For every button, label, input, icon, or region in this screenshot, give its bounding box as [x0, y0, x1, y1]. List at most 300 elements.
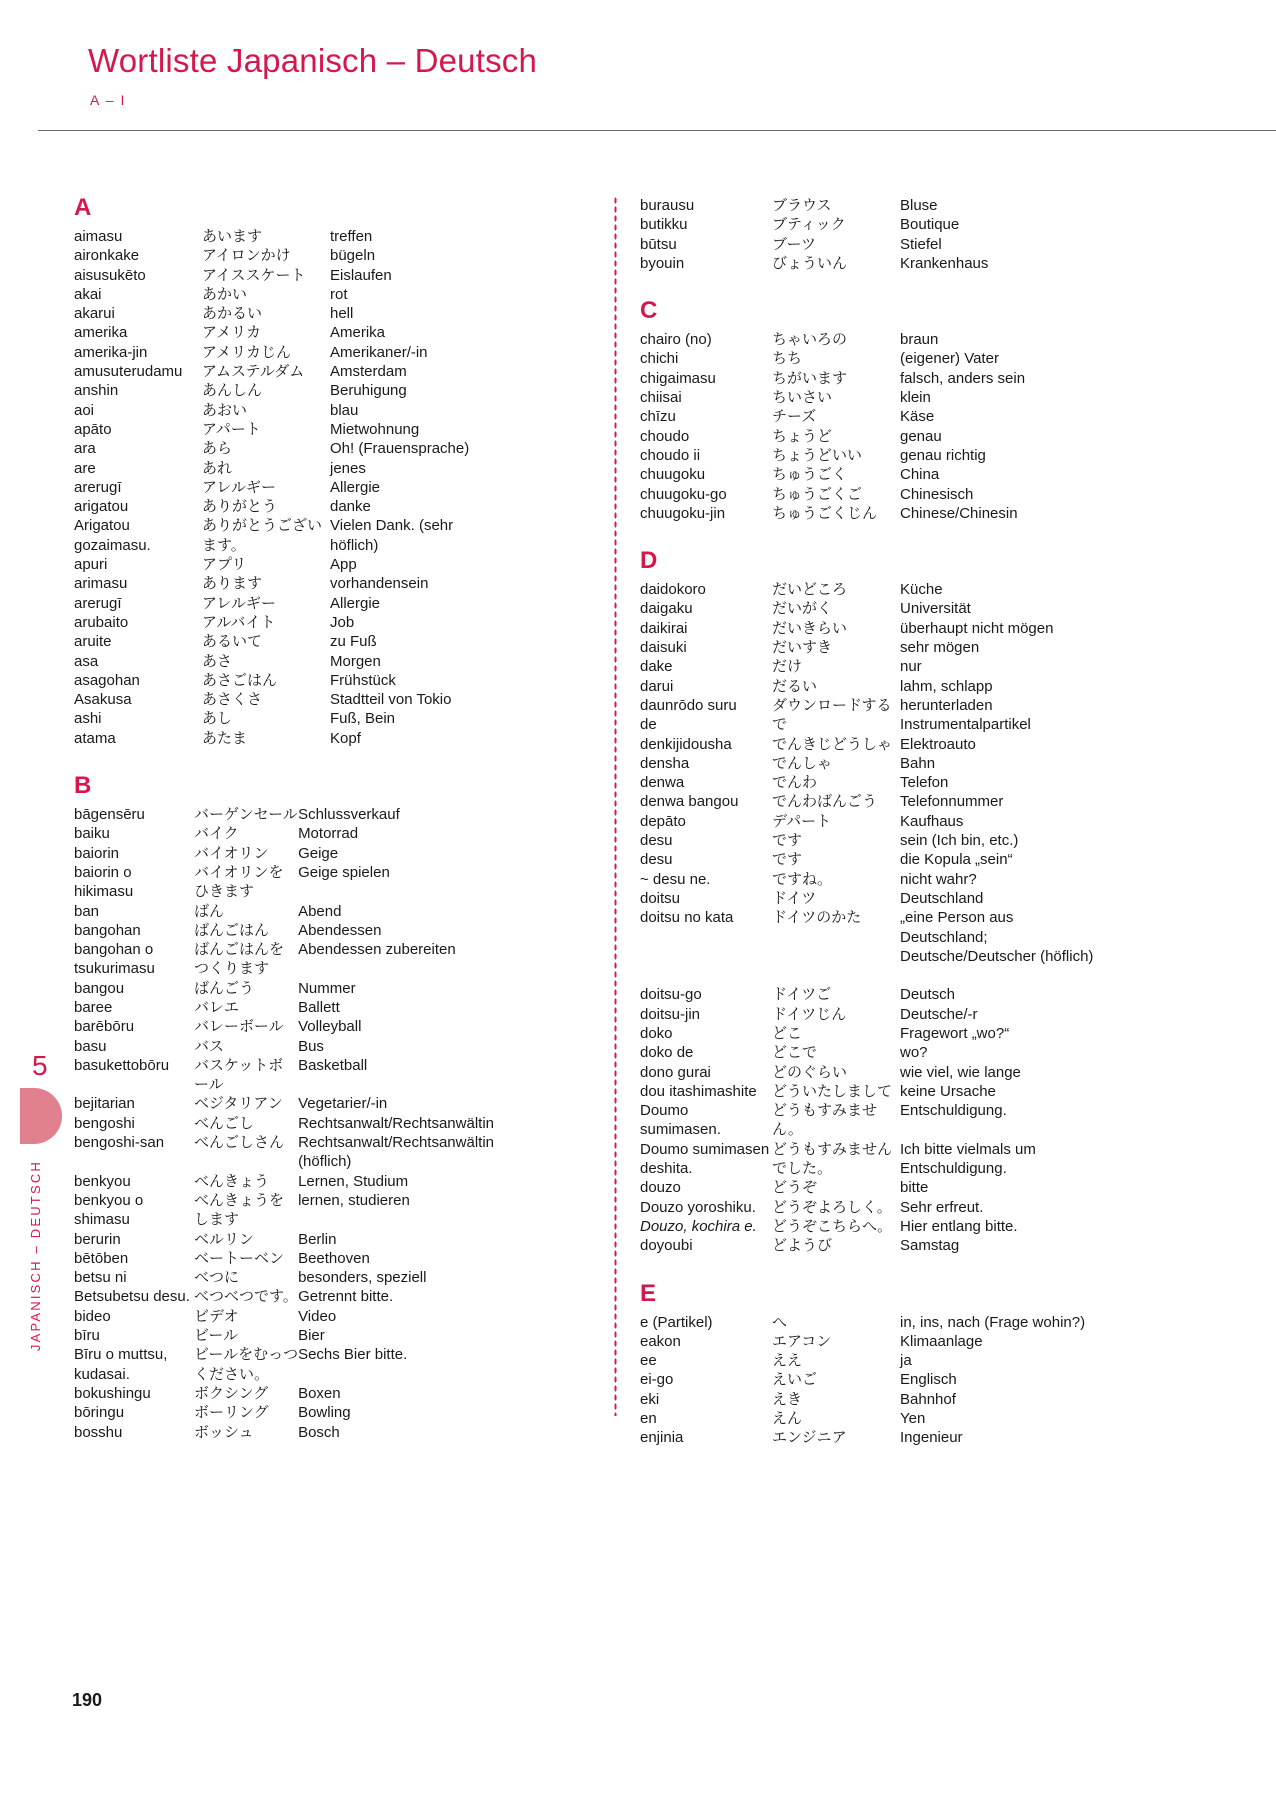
- table-row: [74, 940, 494, 979]
- entry-german: Kopf: [330, 729, 361, 747]
- entry-romaji: dou itashimashite: [640, 1082, 757, 1100]
- entry-romaji: daikirai: [640, 619, 688, 637]
- table-row: [640, 388, 1100, 407]
- table-row: [74, 478, 494, 497]
- entry-kana: ボーリング: [193, 1404, 269, 1422]
- header-divider: [38, 130, 1276, 131]
- entry-kana: どうぞ: [772, 1179, 818, 1197]
- entry-romaji: baiorin o hikimasu: [74, 863, 134, 901]
- entry-kana: どうぞこちらへ。: [772, 1217, 893, 1235]
- entry-romaji: are: [74, 459, 96, 477]
- entry-german: Amsterdam: [330, 363, 407, 381]
- entry-romaji: akarui: [74, 305, 115, 323]
- entry-german: lahm, schlapp: [900, 677, 993, 695]
- table-row: [640, 657, 1100, 676]
- entry-kana: どこで: [772, 1044, 818, 1062]
- entry-german: ja: [900, 1352, 912, 1370]
- entry-german: rot: [330, 285, 348, 303]
- entry-german: sein (Ich bin, etc.): [900, 832, 1019, 850]
- entry-kana: アレルギー: [202, 478, 277, 496]
- entry-german: Bier: [298, 1327, 325, 1345]
- entry-romaji: bāgensēru: [74, 806, 145, 824]
- table-row: [74, 246, 494, 265]
- table-row: [640, 1351, 1100, 1370]
- entry-kana: ドイツのかた: [772, 909, 862, 927]
- entry-german: Amerikaner/-in: [330, 343, 428, 361]
- entry-kana: ばんごはん: [193, 921, 269, 939]
- entry-german: „eine Person aus Deutschland; Deutsche/Deutscher (höflich): [900, 909, 1094, 965]
- table-row: [74, 574, 494, 593]
- entry-romaji: doko de: [640, 1044, 694, 1062]
- table-row: [640, 599, 1100, 618]
- entry-german: keine Ursache: [900, 1082, 996, 1100]
- entry-german: Eislaufen: [330, 266, 392, 284]
- entry-romaji: bokushingu: [74, 1384, 151, 1402]
- table-row: [640, 619, 1100, 638]
- table-row: [640, 1370, 1100, 1389]
- entry-german: Deutschland: [900, 889, 984, 907]
- entry-kana: ビール: [193, 1327, 239, 1345]
- table-row: [74, 805, 494, 824]
- table-row: [74, 516, 494, 555]
- entry-romaji: amerika-jin: [74, 343, 148, 361]
- entry-kana: バレエ: [193, 998, 239, 1016]
- section-letter-e: E: [640, 1279, 657, 1307]
- entry-kana: どうぞよろしく。: [772, 1198, 892, 1216]
- entry-kana: べんきょうをします: [193, 1191, 284, 1229]
- table-row: [74, 613, 494, 632]
- entry-romaji: asagohan: [74, 671, 140, 689]
- entry-german: Samstag: [900, 1237, 960, 1255]
- entry-romaji: eki: [640, 1390, 660, 1408]
- page-header: [0, 0, 1276, 148]
- wordlist-table: [640, 1313, 1100, 1448]
- entry-romaji: chuugoku-jin: [640, 504, 726, 522]
- entry-german: Stiefel: [900, 235, 942, 253]
- entry-german: danke: [330, 498, 371, 516]
- entry-romaji: doitsu: [640, 889, 681, 907]
- entry-romaji: baree: [74, 998, 113, 1016]
- table-row: [74, 863, 494, 902]
- table-row: [74, 381, 494, 400]
- page-subtitle: A – I: [90, 92, 127, 108]
- entry-romaji: aironkake: [74, 247, 140, 265]
- table-row: [640, 1236, 1100, 1255]
- entry-romaji: darui: [640, 677, 674, 695]
- table-row: [640, 850, 1100, 869]
- entry-german: Vielen Dank. (sehr höflich): [330, 517, 454, 554]
- wordlist-table: [74, 805, 494, 1442]
- entry-romaji: bangou: [74, 979, 125, 997]
- table-row: [74, 844, 494, 863]
- entry-romaji: chichi: [640, 350, 679, 368]
- entry-german: bügeln: [330, 247, 376, 265]
- entry-german: genau richtig: [900, 446, 986, 464]
- entry-romaji: barēbōru: [74, 1018, 135, 1036]
- entry-romaji: Asakusa: [74, 691, 132, 709]
- entry-romaji: doyoubi: [640, 1237, 693, 1255]
- entry-kana: で: [772, 716, 788, 734]
- entry-kana: ええ: [772, 1352, 803, 1370]
- entry-german: jenes: [330, 459, 366, 477]
- table-row: [640, 735, 1100, 754]
- table-row: [74, 690, 494, 709]
- entry-kana: だけ: [772, 658, 803, 676]
- entry-kana: アイススケート: [202, 266, 306, 284]
- entry-romaji: ban: [74, 902, 100, 920]
- entry-romaji: arubaito: [74, 613, 129, 631]
- table-row: [640, 985, 1100, 1004]
- entry-kana: どのぐらい: [772, 1063, 848, 1081]
- entry-kana: ちゅうごく: [772, 466, 848, 484]
- entry-german: Deutsche/-r: [900, 1005, 978, 1023]
- table-row: [74, 979, 494, 998]
- entry-kana: どようび: [772, 1237, 833, 1255]
- entry-romaji: en: [640, 1410, 657, 1428]
- table-row: [74, 420, 494, 439]
- entry-romaji: enjinia: [640, 1429, 684, 1447]
- table-row: [640, 638, 1100, 657]
- table-row: [640, 1043, 1100, 1062]
- entry-german: Kaufhaus: [900, 812, 964, 830]
- wordlist-column-left: [74, 196, 494, 1442]
- table-row: [74, 1423, 494, 1442]
- table-row: [74, 921, 494, 940]
- entry-kana: あたま: [202, 729, 248, 747]
- entry-german: Getrennt bitte.: [298, 1288, 394, 1306]
- entry-german: Bowling: [298, 1404, 351, 1422]
- entry-german: Motorrad: [298, 825, 359, 843]
- entry-romaji: choudo: [640, 427, 690, 445]
- table-row: [640, 696, 1100, 715]
- entry-romaji: doitsu-jin: [640, 1005, 701, 1023]
- entry-german: Fuß, Bein: [330, 710, 396, 728]
- entry-kana: あら: [202, 440, 233, 458]
- entry-german: Bahnhof: [900, 1390, 956, 1408]
- table-row: [640, 754, 1100, 773]
- table-row: [74, 343, 494, 362]
- table-row: [640, 715, 1100, 734]
- entry-romaji: benkyou: [74, 1172, 131, 1190]
- table-row: [640, 908, 1100, 966]
- entry-kana: へ: [772, 1313, 788, 1331]
- entry-kana: どういたしまして: [772, 1082, 893, 1100]
- table-row: [640, 407, 1100, 426]
- entry-romaji: choudo ii: [640, 446, 701, 464]
- entry-romaji: basu: [74, 1037, 107, 1055]
- entry-kana: ちいさい: [772, 389, 833, 407]
- table-row: [640, 427, 1100, 446]
- table-row: [640, 1005, 1100, 1024]
- entry-german: nur: [900, 658, 922, 676]
- table-row: [640, 870, 1100, 889]
- section-letter-b: B: [74, 772, 92, 800]
- entry-romaji: desu: [640, 832, 673, 850]
- entry-german: Abendessen zubereiten: [298, 941, 456, 959]
- entry-romaji: berurin: [74, 1230, 121, 1248]
- entry-romaji: depāto: [640, 812, 686, 830]
- page-number: 190: [72, 1690, 103, 1710]
- entry-kana: どうもすみませんでした。: [772, 1140, 893, 1178]
- entry-kana: あんしん: [202, 382, 263, 400]
- table-row: [74, 1133, 494, 1172]
- table-row: [74, 1287, 494, 1306]
- entry-german: Vegetarier/-in: [298, 1095, 388, 1113]
- entry-romaji: douzo: [640, 1179, 681, 1197]
- entry-german: wie viel, wie lange: [900, 1063, 1021, 1081]
- entry-romaji: būtsu: [640, 235, 677, 253]
- table-row: [74, 998, 494, 1017]
- entry-romaji: apāto: [74, 420, 112, 438]
- entry-romaji: butikku: [640, 216, 688, 234]
- entry-german: Basketball: [298, 1056, 368, 1074]
- entry-romaji: ashi: [74, 710, 102, 728]
- entry-kana: えん: [772, 1410, 803, 1428]
- entry-romaji: daigaku: [640, 600, 693, 618]
- entry-kana: アムステルダム: [202, 363, 305, 381]
- table-row: [640, 1313, 1100, 1332]
- entry-romaji: apuri: [74, 556, 108, 574]
- entry-romaji: bengoshi: [74, 1114, 135, 1132]
- table-row: [640, 1140, 1100, 1179]
- entry-german: lernen, studieren: [298, 1191, 410, 1209]
- entry-romaji: densha: [640, 754, 690, 772]
- table-row: [74, 439, 494, 458]
- entry-kana: あれ: [202, 459, 233, 477]
- entry-romaji: bosshu: [74, 1423, 123, 1441]
- entry-kana: どうもすみません。: [772, 1102, 878, 1139]
- table-row: [74, 555, 494, 574]
- entry-kana: だるい: [772, 677, 818, 695]
- entry-kana: バイオリン: [193, 844, 269, 862]
- entry-kana: バイオリンをひきます: [193, 863, 284, 901]
- table-row: [74, 401, 494, 420]
- entry-german: in, ins, nach (Frage wohin?): [900, 1313, 1086, 1331]
- entry-kana: べんきょう: [193, 1172, 269, 1190]
- table-row: [74, 1345, 494, 1384]
- entry-german: nicht wahr?: [900, 870, 977, 888]
- entry-german: Beruhigung: [330, 382, 407, 400]
- entry-german: (eigener) Vater: [900, 350, 999, 368]
- entry-kana: [772, 966, 900, 985]
- wordlist-table: [640, 580, 1100, 1255]
- entry-german: Ich bitte vielmals um Entschuldigung.: [900, 1140, 1036, 1178]
- entry-romaji: [640, 966, 772, 985]
- entry-german: Chinese/Chinesin: [900, 504, 1018, 522]
- entry-kana: あります: [202, 575, 263, 593]
- entry-romaji: bangohan: [74, 921, 141, 939]
- entry-kana: ブーツ: [772, 235, 816, 253]
- entry-german: Klimaanlage: [900, 1332, 983, 1350]
- entry-german: Universität: [900, 600, 971, 618]
- entry-kana: アプリ: [202, 556, 247, 574]
- table-row: [74, 1307, 494, 1326]
- table-row: [640, 1024, 1100, 1043]
- entry-kana: べつに: [193, 1269, 239, 1287]
- entry-romaji: daidokoro: [640, 581, 706, 599]
- entry-kana: ビデオ: [193, 1307, 239, 1325]
- entry-kana: ばんごう: [193, 979, 254, 997]
- entry-romaji: bētōben: [74, 1249, 129, 1267]
- entry-romaji: chīzu: [640, 408, 676, 426]
- entry-german: Boutique: [900, 216, 960, 234]
- entry-german: Geige: [298, 844, 339, 862]
- entry-german: Oh! (Frauensprache): [330, 440, 470, 458]
- entry-romaji: baiorin: [74, 844, 120, 862]
- table-row: [640, 580, 1100, 599]
- entry-romaji: Douzo yoroshiku.: [640, 1198, 756, 1216]
- table-row: [74, 1017, 494, 1036]
- entry-romaji: bejitarian: [74, 1095, 135, 1113]
- entry-kana: えいご: [772, 1371, 818, 1389]
- entry-romaji: bōringu: [74, 1404, 125, 1422]
- table-row: [74, 1249, 494, 1268]
- entry-kana: ばんごはんをつくります: [193, 941, 284, 978]
- entry-romaji: byouin: [640, 254, 685, 272]
- table-row: [74, 285, 494, 304]
- entry-kana: べんごしさん: [193, 1134, 284, 1152]
- entry-kana: バス: [193, 1037, 224, 1055]
- entry-romaji: chuugoku-go: [640, 485, 727, 503]
- section-letter-d: D: [640, 547, 658, 575]
- entry-romaji: Doumo sumimasen deshita.: [640, 1140, 770, 1178]
- entry-kana: です: [772, 851, 803, 869]
- entry-german: Lernen, Studium: [298, 1172, 409, 1190]
- table-row: [74, 1230, 494, 1249]
- entry-romaji: dono gurai: [640, 1063, 711, 1081]
- entry-kana: ベルリン: [193, 1230, 254, 1248]
- entry-romaji: aisusukēto: [74, 266, 146, 284]
- table-row: [640, 254, 1100, 273]
- table-row: [74, 729, 494, 748]
- entry-german: Nummer: [298, 979, 356, 997]
- table-row: [640, 215, 1100, 234]
- entry-kana: でんきじどうしゃ: [772, 735, 893, 753]
- chapter-blob: [20, 1088, 62, 1144]
- entry-german: Abend: [298, 902, 342, 920]
- table-row: [74, 594, 494, 613]
- entry-kana: アパート: [202, 420, 261, 438]
- entry-kana: ドイツご: [772, 986, 832, 1004]
- table-row: [74, 1384, 494, 1403]
- table-row: [640, 677, 1100, 696]
- entry-romaji: benkyou o shimasu: [74, 1191, 144, 1229]
- entry-german: Telefonnummer: [900, 793, 1004, 811]
- table-row: [74, 652, 494, 671]
- table-row: [640, 966, 1100, 985]
- table-row: [640, 831, 1100, 850]
- entry-german: Rechtsanwalt/Rechtsanwältin (höflich): [298, 1134, 494, 1171]
- entry-german: Bluse: [900, 197, 938, 214]
- entry-romaji: Betsubetsu desu.: [74, 1288, 190, 1306]
- table-row: [640, 369, 1100, 388]
- entry-romaji: Bīru o muttsu, kudasai.: [74, 1346, 168, 1383]
- table-row: [640, 330, 1100, 349]
- entry-german: Abendessen: [298, 921, 382, 939]
- wordlist-column-right: [640, 196, 1100, 1448]
- entry-kana: エアコン: [772, 1332, 832, 1350]
- entry-kana: ベジタリアン: [193, 1095, 283, 1113]
- table-row: [74, 459, 494, 478]
- entry-kana: ちち: [772, 350, 803, 368]
- entry-german: Ingenieur: [900, 1429, 963, 1447]
- table-row: [74, 1191, 494, 1230]
- entry-german: Beethoven: [298, 1249, 370, 1267]
- entry-romaji: ei-go: [640, 1371, 674, 1389]
- entry-romaji: chuugoku: [640, 466, 706, 484]
- entry-german: falsch, anders sein: [900, 369, 1026, 387]
- table-row: [640, 1428, 1100, 1447]
- entry-romaji: doitsu-go: [640, 986, 702, 1004]
- entry-kana: エンジニア: [772, 1429, 847, 1447]
- entry-kana: ボッシュ: [193, 1423, 254, 1441]
- entry-romaji: bīru: [74, 1327, 100, 1345]
- table-row: [640, 196, 1100, 215]
- entry-romaji: dake: [640, 658, 673, 676]
- entry-kana: あおい: [202, 401, 248, 419]
- entry-german: besonders, speziell: [298, 1269, 427, 1287]
- entry-german: Schlussverkauf: [298, 806, 400, 824]
- table-row: [640, 1178, 1100, 1197]
- table-row: [74, 323, 494, 342]
- entry-romaji: bideo: [74, 1307, 111, 1325]
- table-row: [74, 709, 494, 728]
- section-letter-c: C: [640, 297, 658, 325]
- entry-kana: アメリカ: [202, 324, 261, 342]
- entry-kana: バイク: [193, 825, 239, 843]
- entry-romaji: arimasu: [74, 575, 128, 593]
- entry-romaji: akai: [74, 285, 102, 303]
- table-row: [640, 812, 1100, 831]
- entry-german: hell: [330, 305, 354, 323]
- entry-kana: ちゅうごくご: [772, 485, 863, 503]
- entry-german: genau: [900, 427, 942, 445]
- chapter-number: 5: [32, 1050, 48, 1081]
- entry-romaji: daisuki: [640, 639, 687, 657]
- entry-romaji: Arigatou gozaimasu.: [74, 517, 151, 554]
- table-row: [640, 235, 1100, 254]
- entry-kana: ちがいます: [772, 369, 848, 387]
- entry-romaji: bangohan o tsukurimasu: [74, 941, 155, 978]
- entry-kana: アルバイト: [202, 613, 276, 631]
- entry-kana: チーズ: [772, 408, 817, 426]
- table-row: [640, 1082, 1100, 1101]
- wordlist-table: [640, 330, 1100, 523]
- entry-kana: ばん: [193, 902, 224, 920]
- entry-german: Chinesisch: [900, 485, 974, 503]
- entry-kana: ちょうどいい: [772, 446, 863, 464]
- entry-romaji: aimasu: [74, 228, 123, 245]
- entry-romaji: betsu ni: [74, 1269, 127, 1287]
- table-row: [74, 1114, 494, 1133]
- entry-romaji: arerugī: [74, 594, 122, 612]
- entry-german: Geige spielen: [298, 863, 390, 881]
- entry-kana: ありがとうございます。: [202, 517, 323, 554]
- entry-kana: ベートーベン: [193, 1249, 284, 1267]
- entry-kana: ちょうど: [772, 427, 833, 445]
- entry-kana: べつべつです。: [193, 1288, 298, 1306]
- entry-romaji: chairo (no): [640, 331, 712, 349]
- entry-romaji: doko: [640, 1024, 673, 1042]
- table-row: [74, 1094, 494, 1113]
- entry-kana: べんごし: [193, 1114, 254, 1132]
- entry-kana: だいきらい: [772, 619, 848, 637]
- table-row: [640, 1101, 1100, 1140]
- entry-kana: あさごはん: [202, 671, 278, 689]
- entry-kana: あかい: [202, 285, 248, 303]
- entry-german: braun: [900, 331, 939, 349]
- entry-german: Englisch: [900, 1371, 957, 1389]
